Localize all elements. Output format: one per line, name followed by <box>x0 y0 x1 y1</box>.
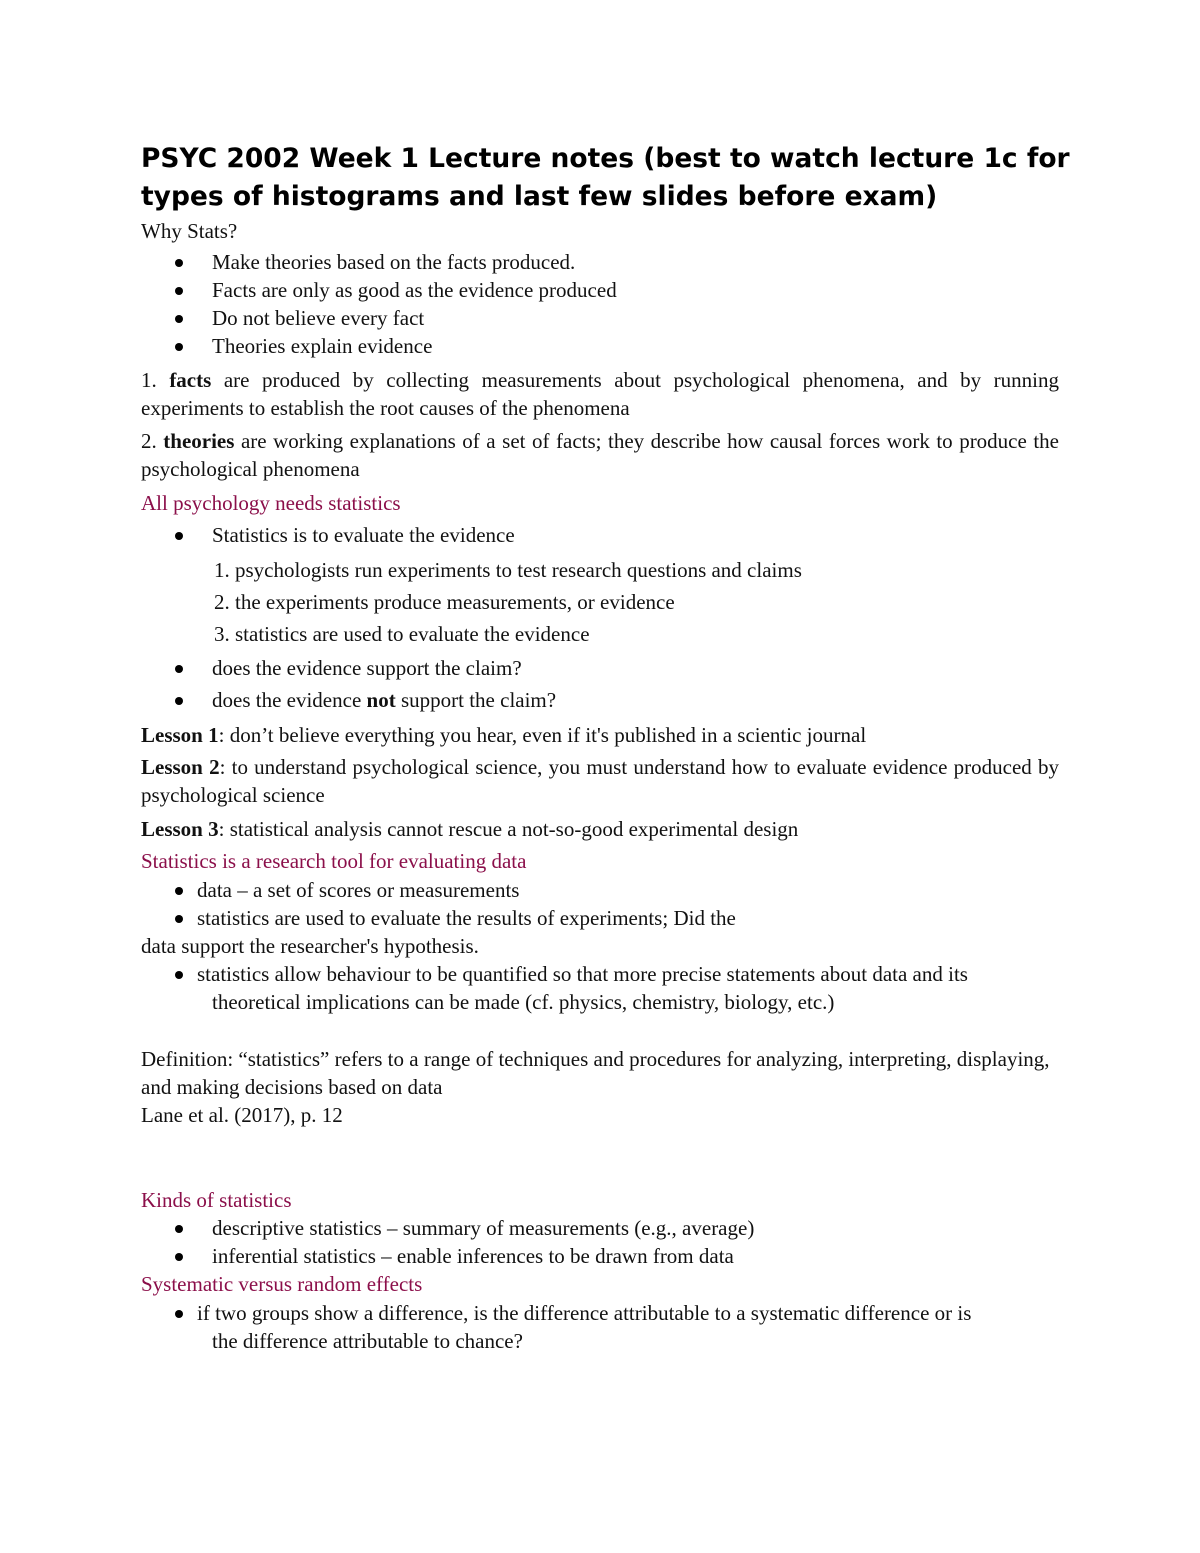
list-item: does the evidence not support the claim? <box>212 686 1062 714</box>
list-item: if two groups show a difference, is the difference attributable to a systematic difference or is the difference attributable to chance? <box>197 1299 1063 1355</box>
list-item: Facts are only as good as the evidence produced <box>212 276 1062 304</box>
bullet-icon <box>175 343 183 351</box>
list-item: statistics allow behaviour to be quantified so that more precise statements about data and its theoretical implications can be made (cf. physics, chemistry, biology, etc.) <box>197 960 1063 1016</box>
list-item: descriptive statistics – summary of measurements (e.g., average) <box>212 1214 1062 1242</box>
bullet-icon <box>175 532 183 540</box>
bullet-icon <box>175 915 183 923</box>
systematic-heading: Systematic versus random effects <box>141 1272 423 1296</box>
list-item: Theories explain evidence <box>212 332 1062 360</box>
bullet-icon <box>175 665 183 673</box>
lesson-3: Lesson 3: statistical analysis cannot rescue a not-so-good experimental design <box>141 817 799 841</box>
list-item-continuation: data support the researcher's hypothesis. <box>141 934 479 958</box>
list-item: statistics are used to evaluate the results of experiments; Did the <box>197 904 1047 932</box>
sub-item: 1. psychologists run experiments to test research questions and claims <box>214 558 802 582</box>
all-psychology-heading: All psychology needs statistics <box>141 491 401 515</box>
lesson-2: Lesson 2: to understand psychological science, you must understand how to evaluate evidence produced by psychological science <box>141 755 1059 807</box>
sub-item: 3. statistics are used to evaluate the evidence <box>214 622 590 646</box>
bullet-icon <box>175 287 183 295</box>
why-stats-heading: Why Stats? <box>141 219 238 243</box>
theories-paragraph: 2. theories are working explanations of a set of facts; they describe how causal forces work to produce the psychological phenomena <box>141 429 1060 481</box>
list-item: does the evidence support the claim? <box>212 654 1062 682</box>
definition-paragraph: Definition: “statistics” refers to a range of techniques and procedures for analyzing, interpreting, displaying, and making decisions based on data <box>141 1047 1050 1099</box>
kinds-heading: Kinds of statistics <box>141 1188 292 1212</box>
list-item: Do not believe every fact <box>212 304 1062 332</box>
bullet-icon <box>175 259 183 267</box>
lesson-1: Lesson 1: don’t believe everything you hear, even if it's published in a scientic journal <box>141 723 867 747</box>
sub-item: 2. the experiments produce measurements, or evidence <box>214 590 675 614</box>
page-title: PSYC 2002 Week 1 Lecture notes (best to watch lecture 1c for types of histograms and last few slides before exam) <box>141 143 1070 212</box>
bullet-icon <box>175 697 183 705</box>
bullet-icon <box>175 887 183 895</box>
bullet-icon <box>175 315 183 323</box>
list-item: Make theories based on the facts produced. <box>212 248 1062 276</box>
research-tool-heading: Statistics is a research tool for evaluating data <box>141 849 527 873</box>
bullet-icon <box>175 1225 183 1233</box>
facts-paragraph: 1. facts are produced by collecting measurements about psychological phenomena, and by running experiments to establish the root causes of the phenomena <box>141 368 1060 420</box>
bullet-icon <box>175 1253 183 1261</box>
list-item: inferential statistics – enable inferences to be drawn from data <box>212 1242 1062 1270</box>
bullet-icon <box>175 971 183 979</box>
citation: Lane et al. (2017), p. 12 <box>141 1103 343 1127</box>
list-item: data – a set of scores or measurements <box>197 876 1047 904</box>
list-item: Statistics is to evaluate the evidence <box>212 521 1062 549</box>
bullet-icon <box>175 1310 183 1318</box>
